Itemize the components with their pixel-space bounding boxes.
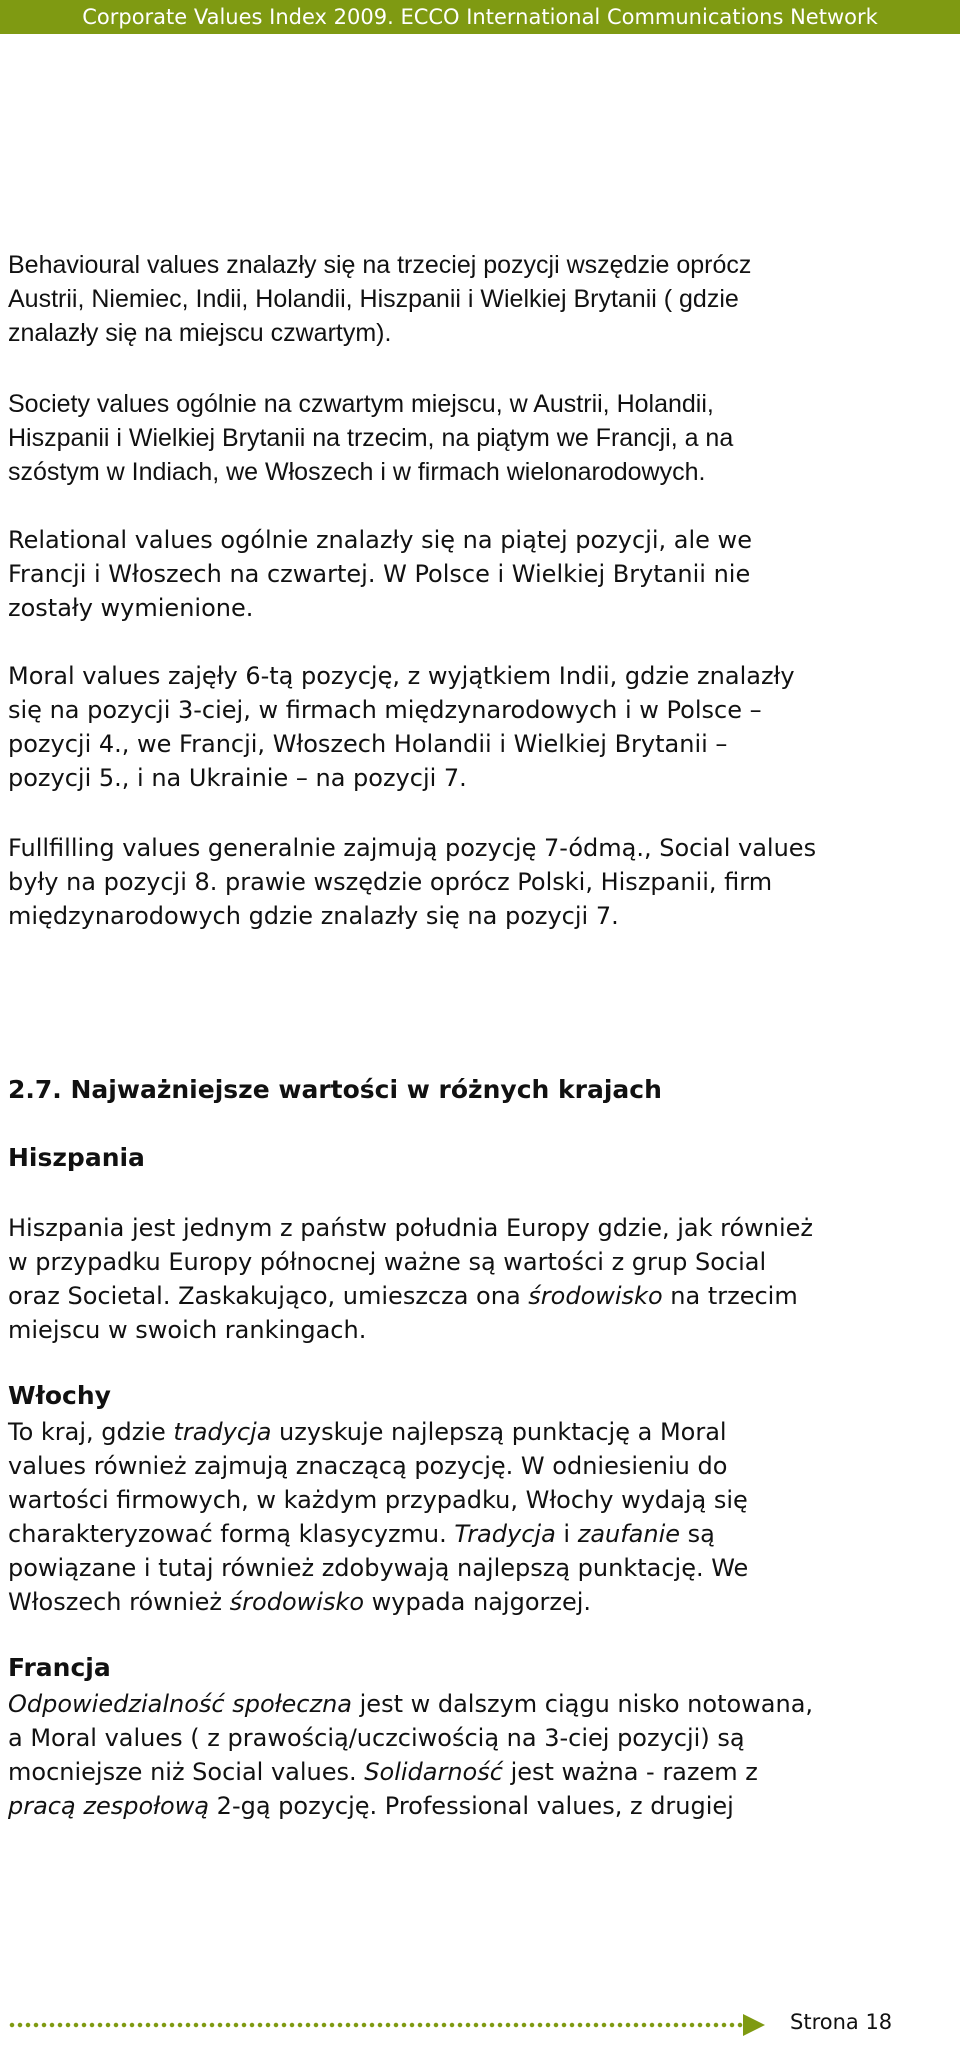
page-header: [0, 0, 960, 34]
text-line: wartości firmowych, w każdym przypadku, Włochy wydają się: [8, 1486, 748, 1514]
header-title: Corporate Values Index 2009. ECCO International Communications Network: [82, 5, 878, 29]
text-line: Francji i Włoszech na czwartej. W Polsce i Wielkiej Brytanii nie: [8, 560, 751, 588]
text-line: pozycji 4., we Francji, Włoszech Holandii i Wielkiej Brytanii –: [8, 730, 728, 758]
text-line: Behavioural values znalazły się na trzeciej pozycji wszędzie oprócz: [8, 251, 752, 279]
text-line: Hiszpanii i Wielkiej Brytanii na trzecim, na piątym we Francji, a na: [8, 424, 734, 452]
country-heading-italy: Włochy: [8, 1381, 111, 1410]
text-line: w przypadku Europy północnej ważne są wartości z grup Social: [8, 1248, 767, 1276]
text-line: Moral values zajęły 6-tą pozycję, z wyjątkiem Indii, gdzie znalazły: [8, 662, 795, 690]
text-line: się na pozycji 3-ciej, w firmach międzynarodowych i w Polsce –: [8, 696, 762, 724]
text-line: pozycji 5., i na Ukrainie – na pozycji 7.: [8, 764, 467, 792]
text-line: a Moral values ( z prawością/uczciwością na 3-ciej pozycji) są: [8, 1724, 745, 1752]
text-line: Fullfilling values generalnie zajmują pozycję 7-ódmą., Social values: [8, 834, 817, 862]
text-line: Hiszpania jest jednym z państw południa Europy gdzie, jak również: [8, 1214, 814, 1242]
footer-arrow-icon: [743, 2014, 765, 2036]
text-line: powiązane i tutaj również zdobywają najlepszą punktację. We: [8, 1554, 749, 1582]
text-line: Austrii, Niemiec, Indii, Holandii, Hiszpanii i Wielkiej Brytanii ( gdzie: [8, 285, 739, 313]
footer-dotted-line: [8, 2022, 743, 2028]
text-line: były na pozycji 8. prawie wszędzie oprócz Polski, Hiszpanii, firm: [8, 868, 773, 896]
text-line: znalazły się na miejscu czwartym).: [8, 319, 392, 347]
text-line: międzynarodowych gdzie znalazły się na pozycji 7.: [8, 902, 619, 930]
text-line: Society values ogólnie na czwartym miejscu, w Austrii, Holandii,: [8, 390, 714, 418]
text-line: miejscu w swoich rankingach.: [8, 1316, 367, 1344]
text-line: values również zajmują znaczącą pozycję. W odniesieniu do: [8, 1452, 728, 1480]
page-number: Strona 18: [790, 2010, 893, 2034]
text-line: charakteryzować formą klasycyzmu. Tradycja i zaufanie są: [8, 1520, 715, 1548]
text-line: Włoszech również środowisko wypada najgorzej.: [8, 1588, 592, 1616]
text-line: mocniejsze niż Social values. Solidarność jest ważna - razem z: [8, 1758, 758, 1786]
text-line: oraz Societal. Zaskakująco, umieszcza ona środowisko na trzecim: [8, 1282, 798, 1310]
text-line: szóstym w Indiach, we Włoszech i w firmach wielonarodowych.: [8, 458, 706, 486]
section-heading: 2.7. Najważniejsze wartości w różnych krajach: [8, 1075, 662, 1104]
country-heading-france: Francja: [8, 1653, 111, 1682]
text-line: Relational values ogólnie znalazły się na piątej pozycji, ale we: [8, 526, 752, 554]
text-line: zostały wymienione.: [8, 594, 254, 622]
text-line: pracą zespołową 2-gą pozycję. Professional values, z drugiej: [8, 1792, 734, 1820]
text-line: To kraj, gdzie tradycja uzyskuje najlepszą punktację a Moral: [8, 1418, 727, 1446]
country-heading-spain: Hiszpania: [8, 1143, 145, 1172]
text-line: Odpowiedzialność społeczna jest w dalszym ciągu nisko notowana,: [8, 1690, 814, 1718]
